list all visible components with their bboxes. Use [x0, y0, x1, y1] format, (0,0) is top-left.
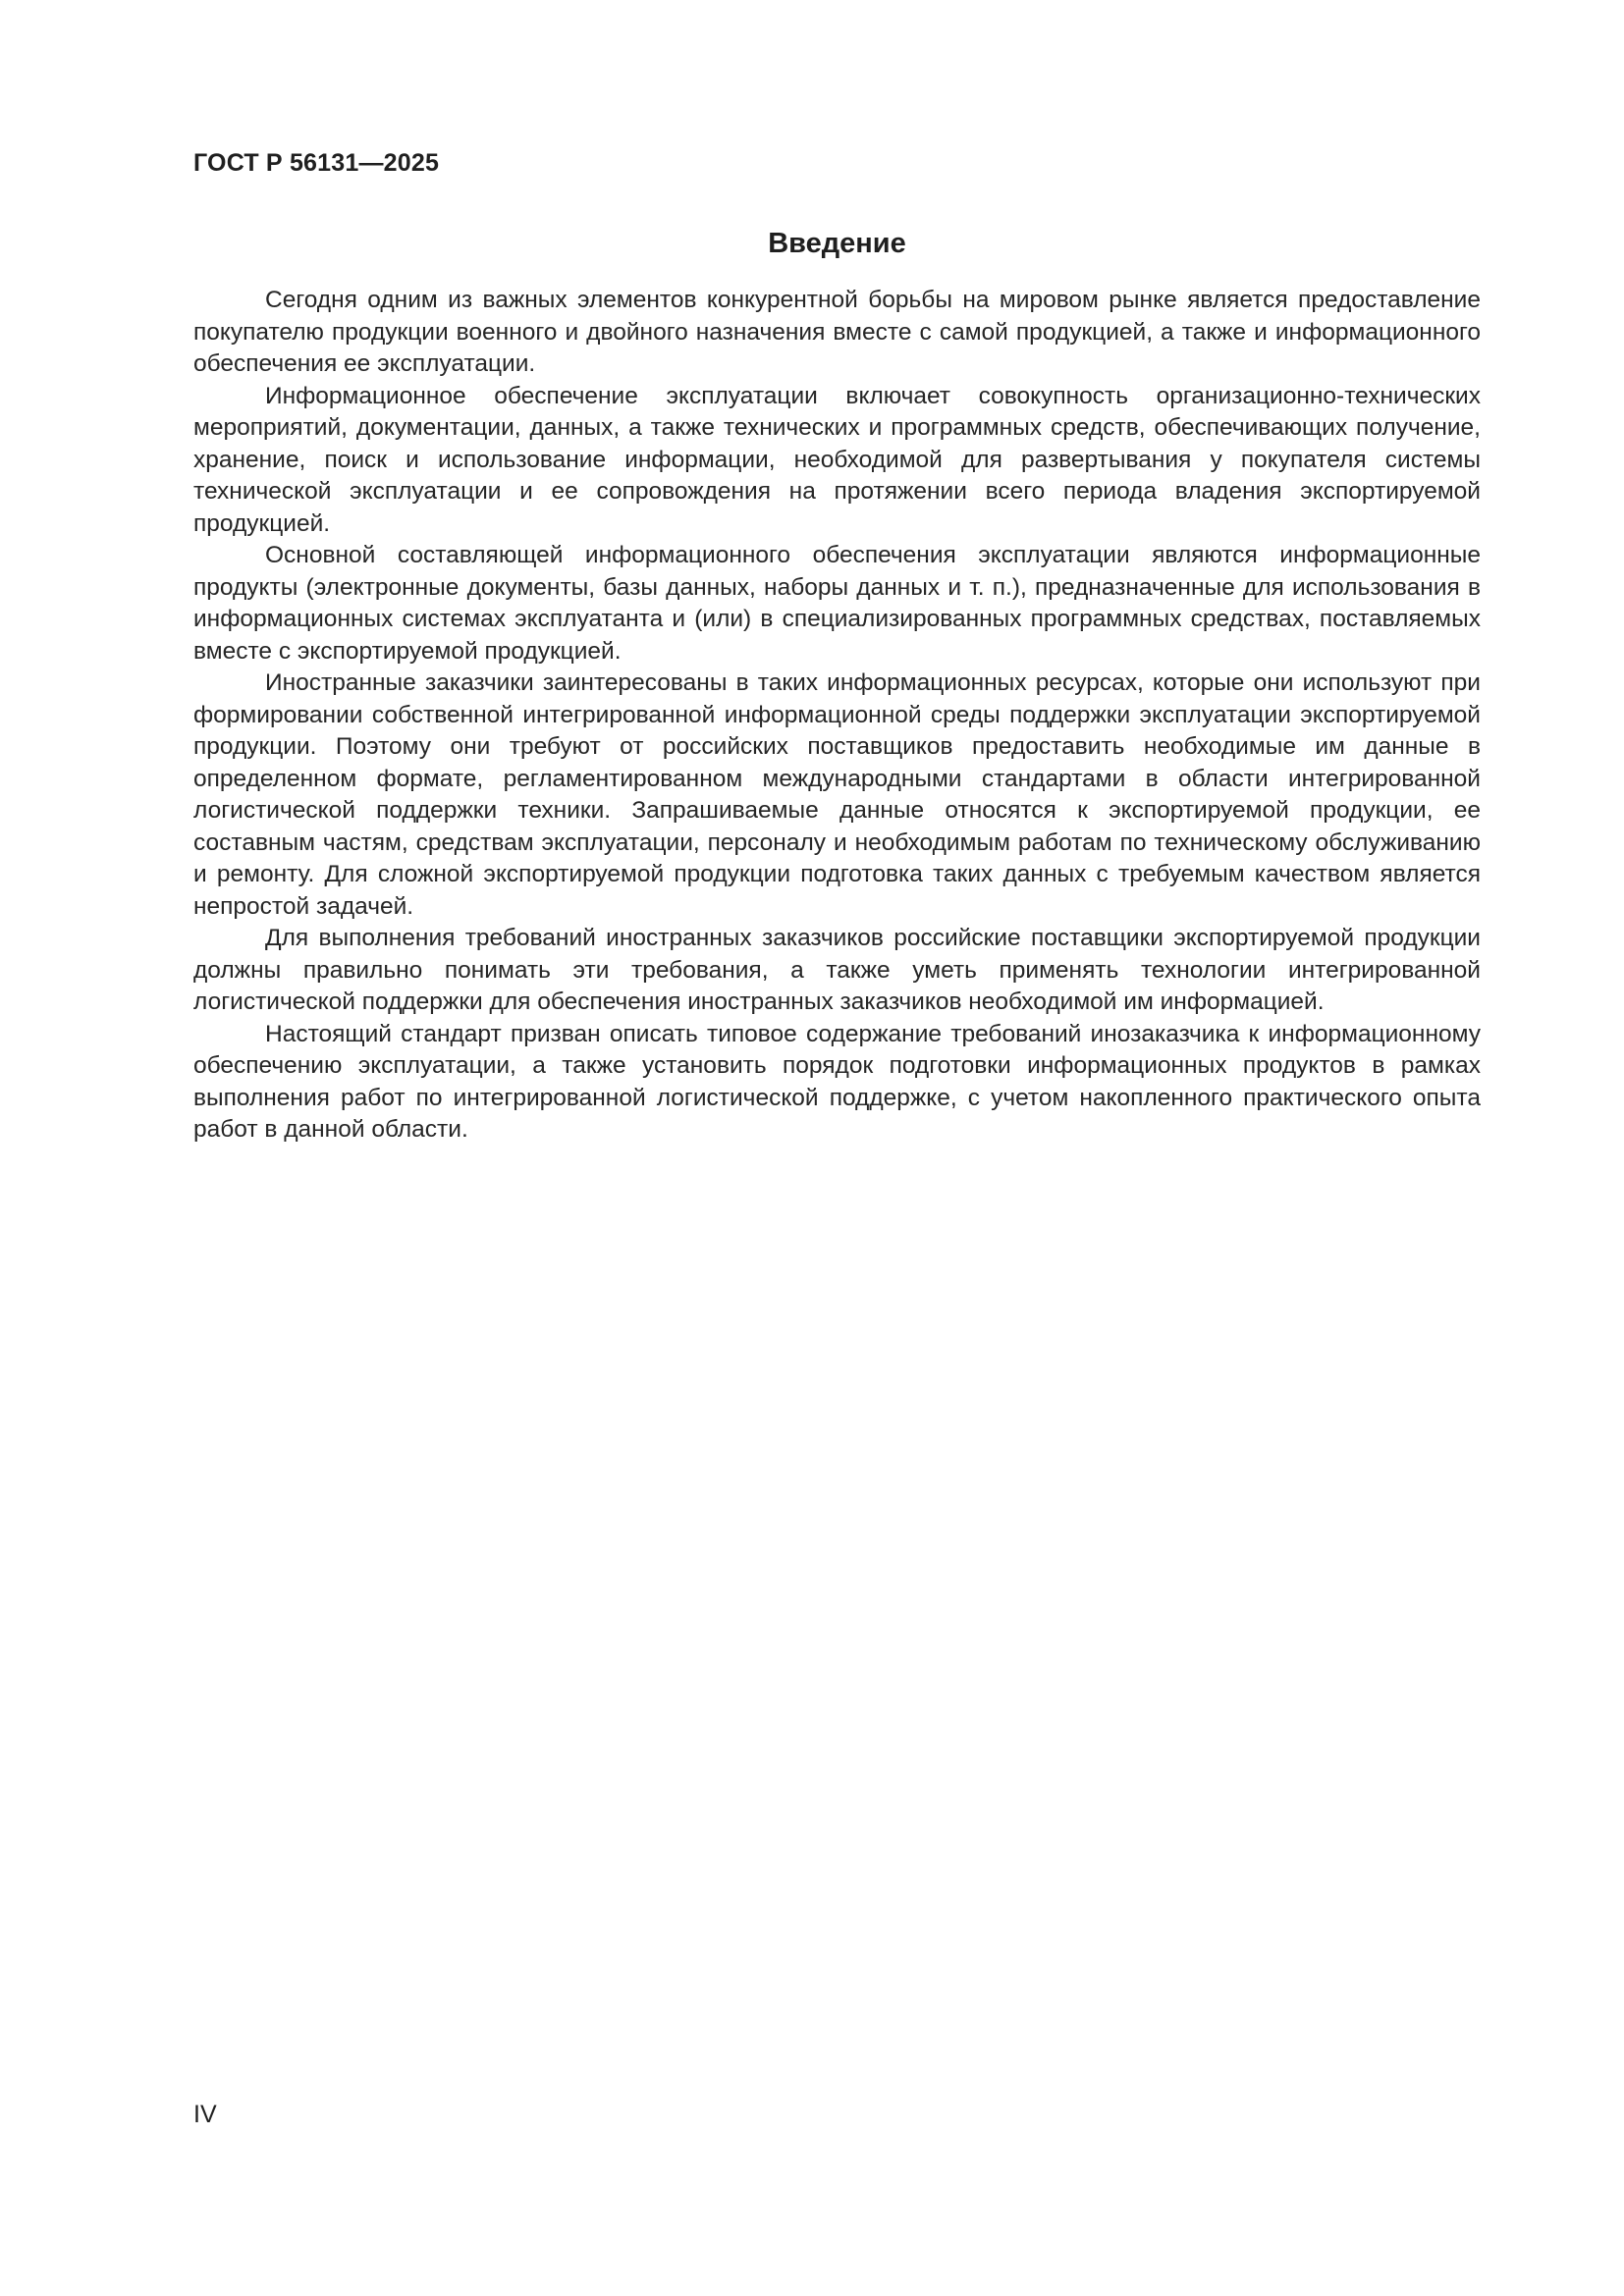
paragraph: Для выполнения требований иностранных заказчиков российские поставщики экспортируемой продукции должны правильно понимать эти требования, а также уметь применять технологии интегрированной логистической поддержки для обеспечения иностранных заказчиков необходимой им информацией. [193, 925, 1481, 1015]
paragraph: Основной составляющей информационного обеспечения эксплуатации являются информационные продукты (электронные документы, базы данных, наборы данных и т. п.), предназначенные для использования в информационных системах эксплуатанта и (или) в специализированных программных средствах, поставляемых вместе с экспортируемой продукцией. [193, 542, 1481, 665]
section-title: Введение [768, 228, 906, 259]
paragraph: Настоящий стандарт призван описать типовое содержание требований инозаказчика к информационному обеспечению эксплуатации, а также установить порядок подготовки информационных продуктов в рамках выполнения работ по интегрированной логистической поддержке, с учетом накопленного практического опыта работ в данной области. [193, 1020, 1481, 1143]
paragraph: Информационное обеспечение эксплуатации включает совокупность организационно-технических мероприятий, документации, данных, а также технических и программных средств, обеспечивающих получение, хранение, поиск и использование информации, необходимой для развертывания у покупателя системы технической эксплуатации и ее сопровождения на протяжении всего периода владения экспортируемой продукцией. [193, 382, 1481, 537]
body-text [193, 285, 1481, 1147]
paragraph: Сегодня одним из важных элементов конкурентной борьбы на мировом рынке является предоставление покупателю продукции военного и двойного назначения вместе с самой продукцией, а также и информационного обеспечения ее эксплуатации. [193, 287, 1481, 377]
paragraph: Иностранные заказчики заинтересованы в таких информационных ресурсах, которые они используют при формировании собственной интегрированной информационной среды поддержки эксплуатации экспортируемой продукции. Поэтому они требуют от российских поставщиков предоставить необходимые им данные в определенном формате, регламентированном международными стандартами в области интегрированной логистической поддержки техники. Запрашиваемые данные относятся к экспортируемой продукции, ее составным частям, средствам эксплуатации, персоналу и необходимым работам по техническому обслуживанию и ремонту. Для сложной экспортируемой продукции подготовка таких данных с требуемым качеством является непростой задачей. [193, 669, 1481, 920]
page-number: IV [193, 2101, 217, 2128]
document-header: ГОСТ Р 56131—2025 [193, 149, 440, 177]
